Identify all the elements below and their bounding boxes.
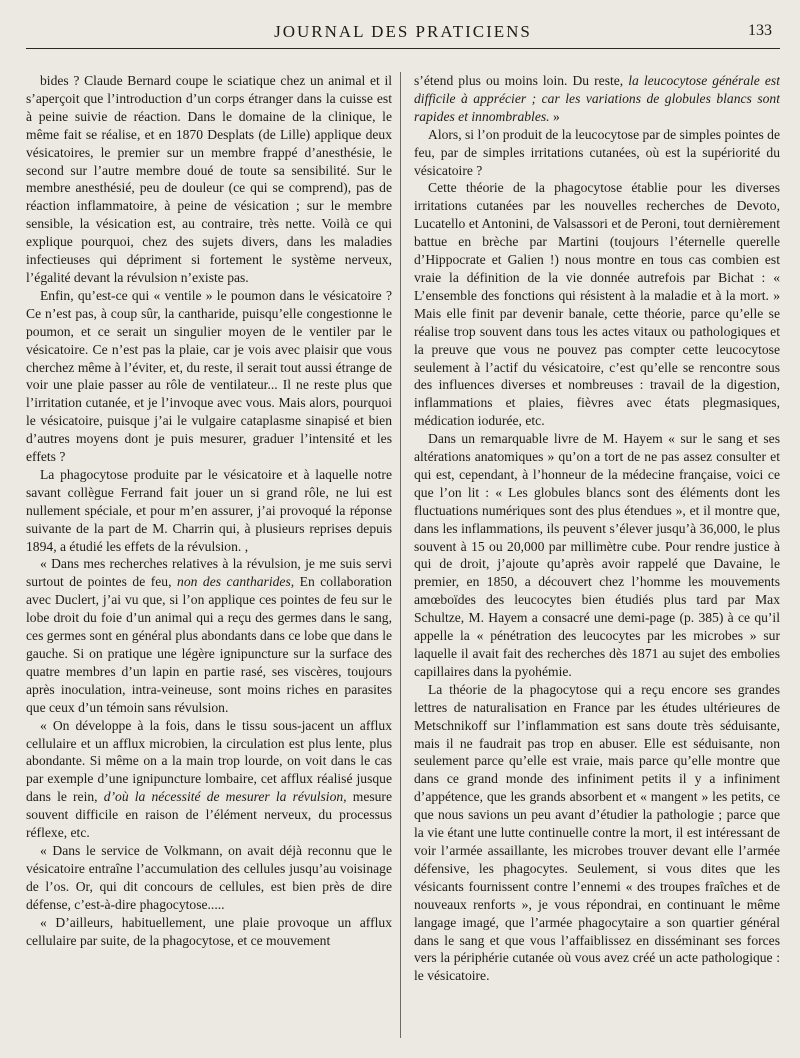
paragraph	[414, 430, 780, 681]
text-run: s’étend plus ou moins loin. Du reste,	[414, 73, 629, 88]
text-run: »	[549, 108, 560, 124]
right-column	[414, 72, 780, 1038]
paragraph	[414, 72, 780, 126]
paragraph	[414, 126, 780, 180]
journal-title: JOURNAL DES PRATICIENS	[274, 22, 532, 41]
text-run: Enfin, qu’est-ce qui « ventile » le poumon dans le vésicatoire ? Ce n’est pas, à coup sûr, la cantharide, puisqu’elle congestionne le poumon, et ce serait un singulier moyen de le ventiler par le vésicatoire. Ce n’est pas la plaie, car je vois avec plaisir que vous cherchez même à l’éviter, et, du reste, il serait tout aussi étrange de voir une plaie passer au rôle de ventilateur... Il ne reste plus que l’irritation cutanée, et je l’invoque avec vous. Mais alors, pourquoi le vésicatoire, puisque j’ai le vulgaire cataplasme sinapisé et bien d’autres moyens dont je puis mesurer, graduer l’intensité et les effets ?	[26, 287, 392, 465]
text-run: La théorie de la phagocytose qui a reçu encore ses grandes lettres de naturalisation en France par les études ultérieures de Metschnikoff sur l’inflammation est sans doute très séduisante, mais il ne faudrait pas trop en abuser. Elle est séduisante, non seulement parce qu’elle est vraie, mais parce qu’elle montre que dans ce grand monde des infiniment petits il y a infiniment d’appétence, que les grands absorbent et « mangent » les petits, ce que nous savions un peu avant d’étudier la pathologie ; parce que la vie étant une lutte continuelle contre la mort, il est intéressant de voir l’armée assaillante, les microbes trouver devant elle l’armée défensive, les phagocytes. Seulement, si vous dites que les vésicants fournissent contre l’ennemi « des troupes fraîches et de nouveaux renforts », je vous répondrai, en continuant le même langage imagé, que l’armée phagocytaire a son quartier général dans le sang et que vous l’affaiblissez en disséminant ses forces vers la périphérie cutanée où vous avez créé un acte pathologique : le vésicatoire.	[414, 681, 780, 984]
italic-run: d’où la nécessité de mesurer la révulsion,	[103, 789, 347, 805]
text-columns	[26, 72, 780, 1038]
paragraph	[414, 681, 780, 985]
page-number: 133	[748, 22, 772, 39]
paragraph	[26, 914, 392, 950]
paragraph	[26, 555, 392, 716]
italic-run: non des cantharides,	[177, 574, 295, 590]
paragraph	[26, 287, 392, 466]
left-column	[26, 72, 401, 1038]
italic-run: la leucocytose générale est difficile à apprécier ; car les variations de globules blancs sont rapides et innombrables.	[414, 73, 780, 124]
text-run: Dans un remarquable livre de M. Hayem « sur le sang et ses altérations anatomiques » qu’on a tort de ne pas assez consulter et qui est, cependant, à l’honneur de la médecine française, voici ce que l’on lit : « Les globules blancs sont des éléments dont les fluctuations numériques sont des plus étendues », et il montre que, dans les inflammations, ils peuvent s’élever jusqu’à 36,000, le plus souvent à 15 ou 20,000 par millimètre cube. Pour rendre justice à qui de droit, j’ajoute qu’après avoir rappelé que Davaine, le premier, en 1850, a découvert chez l’homme les mouvements amœboïdes des leucocytes bien étudiés plus tard par Max Schultze, M. Hayem a consacré une demi-page (p. 385) à ce qu’il appelle la « pénétration des leucocytes par les microbes » sur laquelle il avait fait des recherches dès 1871 au sujet des embolies capillaires dans la pyohémie.	[414, 431, 780, 679]
text-run: « Dans mes recherches relatives à la révulsion, je me suis servi surtout de pointes de feu,	[26, 556, 392, 590]
text-run: mesure souvent difficile en raison de l’élément nerveux, du processus réflexe, etc.	[26, 789, 392, 841]
running-header	[26, 22, 780, 44]
paragraph	[26, 842, 392, 914]
header-rule	[26, 48, 780, 49]
text-run: La phagocytose produite par le vésicatoire et à laquelle notre savant collègue Ferrand fait jouer un si grand rôle, ne lui est nullement spéciale, et pour m’en assurer, j’ai provoqué la réponse suivante de la part de M. Charrin qui, à plusieurs reprises depuis 1894, a étudié les effets de la révulsion. ,	[26, 466, 392, 554]
text-run: Alors, si l’on produit de la leucocytose par de simples pointes de feu, par de simples irritations cutanées, où est la supériorité du vésicatoire ?	[414, 126, 780, 178]
paragraph	[414, 179, 780, 430]
text-run: En collaboration avec Duclert, j’ai vu que, si l’on applique ces pointes de feu sur le lobe droit du foie d’un animal qui a reçu des germes dans le sang, ces germes sont en général plus abondants dans ce lobe que dans le gauche. Si on pratique une légère ignipuncture sur la surface des quatre membres d’un lapin en partie rasé, ses viscères, toujours après inoculation, intra-veineuse, sont moins riches en parasites que ceux d’un témoin sans révulsion.	[26, 574, 392, 715]
text-run: « D’ailleurs, habituellement, une plaie provoque un afflux cellulaire par suite, de la phagocytose, et ce mouvement	[26, 914, 392, 948]
paragraph	[26, 717, 392, 842]
text-run: « Dans le service de Volkmann, on avait déjà reconnu que le vésicatoire entraîne l’accumulation des cellules jusqu’au voisinage de l’os. Or, qui dit concours de cellules, est bien près de dire défense, c’est-à-dire phagocytose.....	[26, 842, 392, 912]
text-run: bides ? Claude Bernard coupe le sciatique chez un animal et il s’aperçoit que l’introduction d’un corps étranger dans la cuisse est à peine suivie de réaction. Dans le domaine de la clinique, le même fait se réalise, et en 1870 Desplats (de Lille) applique deux vésicatoires, le premier sur un membre frappé d’anesthésie, le second sur l’autre membre doué de toute sa sensibilité. Sur le membre anesthésié, peu de douleur (ce qui se comprend), pas de réaction inflammatoire, à peine de vésication ; sur le membre sensible, la vésication est, au contraire, très nette. Voilà ce qui explique pourquoi, chez des sujets divers, dans les maladies infectieuses qui dépriment si fortement le système nerveux, l’égalité devant la révulsion n’existe pas.	[26, 73, 392, 285]
text-run: « On développe à la fois, dans le tissu sous-jacent un afflux cellulaire et un afflux microbien, la circulation est plus lente, plus abondante. Si même on a la main trop lourde, on voit dans le cas par exemple d’une ignipuncture lombaire, cet afflux réalisé jusque dans le rein,	[26, 717, 392, 805]
paragraph	[26, 466, 392, 556]
text-run: Cette théorie de la phagocytose établie pour les diverses irritations cutanées par les nouvelles recherches de Devoto, Lucatello et Antonini, de Valsassori et de Peroni, tout dernièrement battue en brèche par Martini (toujours l’éternelle querelle d’Hippocrate et Galien !) nous montre en tous cas combien est vraie la définition de la vie donnée autrefois par Bichat : « L’ensemble des fonctions qui résistent à la maladie et à la mort. » Mais elle finit par devenir banale, cette théorie, parce qu’elle se réalise trop souvent dans tous les actes vitaux ou pathologiques et la preuve que vous ne pouvez pas compter cette leucocytose seulement à l’actif du vésicatoire, c’est qu’elle se rencontre sous des influences diverses et nombreuses : travail de la digestion, inflammations et plaies, fièvres avec états plegmasiques, médication iodurée, etc.	[414, 180, 780, 429]
paragraph	[26, 72, 392, 287]
